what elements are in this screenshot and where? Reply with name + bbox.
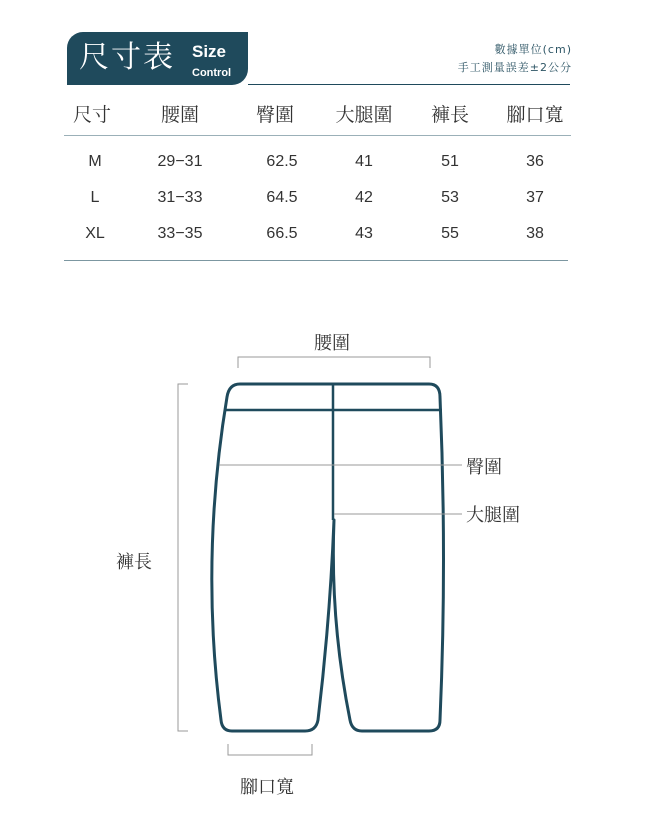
col-waist: 腰圍	[160, 104, 200, 126]
title-en: Size	[192, 42, 227, 61]
cell: 53	[441, 189, 459, 206]
cell: 38	[526, 225, 544, 242]
unit-note: 數據單位(cm)	[494, 43, 572, 56]
cell: M	[88, 153, 102, 170]
cell: 64.5	[266, 189, 298, 206]
cell: 41	[355, 153, 373, 170]
shorts-outline	[212, 384, 444, 731]
cell: 42	[355, 189, 373, 206]
title-cn: 尺寸表	[79, 40, 175, 75]
subtitle-en: Control	[192, 67, 232, 79]
thigh-label: 大腿圍	[466, 505, 520, 526]
cell: 66.5	[266, 225, 298, 242]
error-note: 手工測量誤差±2公分	[457, 61, 572, 74]
col-length: 褲長	[430, 104, 470, 126]
waist-label: 腰圍	[314, 333, 350, 354]
hip-label: 臀圍	[466, 457, 502, 478]
col-thigh: 大腿圍	[335, 104, 393, 126]
length-label: 褲長	[116, 552, 152, 573]
cell: 51	[441, 153, 459, 170]
cell: 43	[355, 225, 373, 242]
cell: 31−33	[157, 189, 203, 206]
col-size: 尺寸	[72, 104, 112, 126]
cell: 37	[526, 189, 544, 206]
cell: 33−35	[157, 225, 203, 242]
waist-bracket	[238, 357, 430, 368]
cell: 29−31	[157, 153, 203, 170]
col-hem: 腳口寬	[506, 104, 564, 126]
hem-bracket	[228, 744, 312, 755]
length-bracket	[178, 384, 188, 731]
hem-label: 腳口寬	[240, 777, 294, 798]
cell: 55	[441, 225, 459, 242]
cell: 62.5	[266, 153, 298, 170]
cell: 36	[526, 153, 544, 170]
col-hip: 臀圍	[255, 104, 295, 126]
cell: L	[90, 189, 100, 206]
cell: XL	[85, 225, 105, 242]
